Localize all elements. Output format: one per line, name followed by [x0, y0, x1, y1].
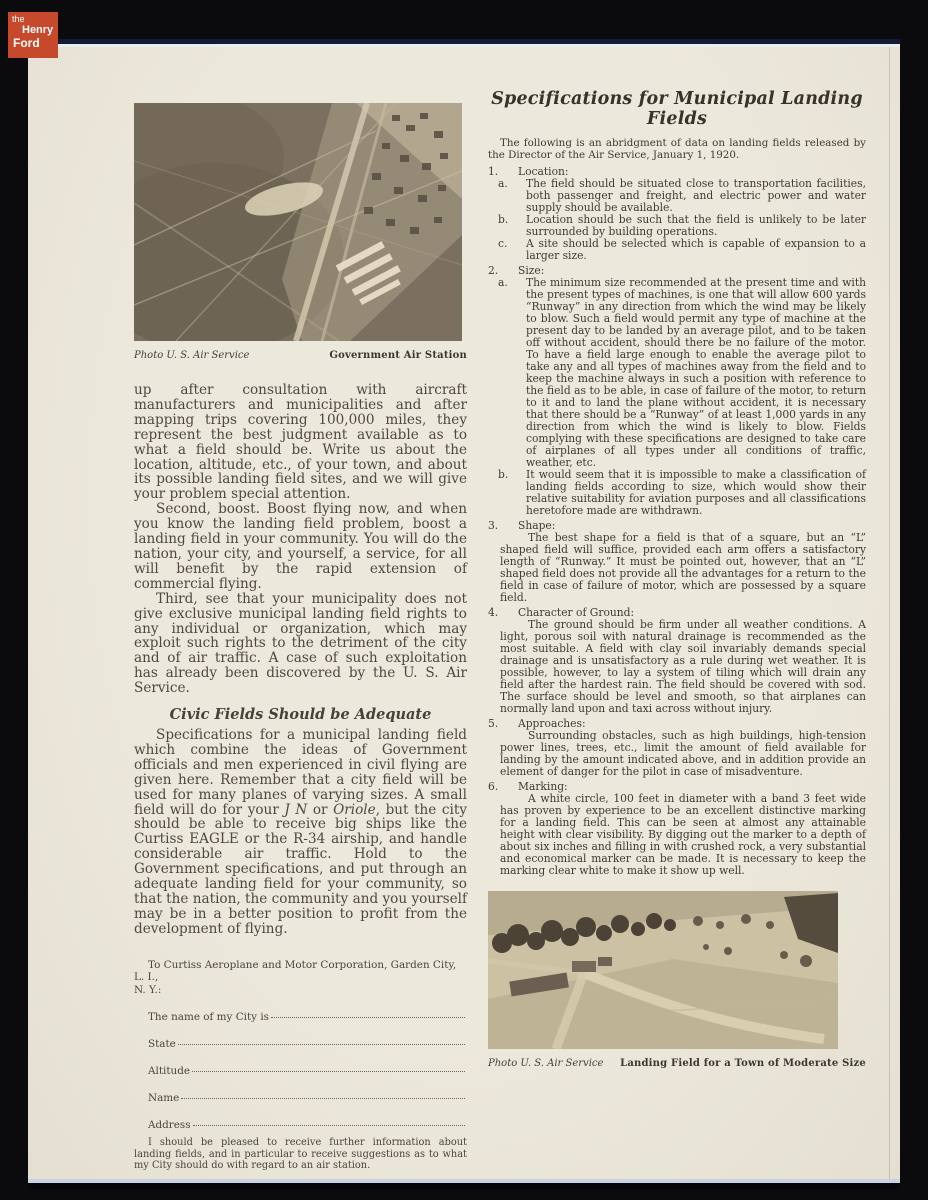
- sub-text: Location should be such that the field is unlikely to be later surrounded by building operations.: [526, 213, 866, 239]
- item-number: 3.: [488, 519, 499, 533]
- dotted-fill-line: [193, 1124, 465, 1126]
- sub-text: It would seem that it is impossible to make a classification of landing fields according to size, which would show their relative suitability for aviation purposes and all classifications heretofore made are withdrawn.: [526, 468, 866, 518]
- item-title: Shape:: [518, 519, 556, 533]
- dotted-fill-line: [192, 1070, 465, 1072]
- coupon-note: I should be pleased to receive further information about landing fields, and in particular to receive suggestions as to what my City should do with regard to an air station.: [134, 1137, 467, 1172]
- coupon-field-state: [134, 1038, 467, 1050]
- coupon-field-name-label: Name: [148, 1092, 180, 1105]
- spec-item-location: [488, 166, 866, 262]
- paragraph-second-boost: Second, boost. Boost flying now, and when you know the landing field problem, boost a landing field in your community. You will do the nation, your city, and yourself, a service, for all will benefit by the rapid extension of commercial flying.: [134, 501, 467, 592]
- government-air-station-photo: [134, 103, 462, 341]
- specifications-title: Specifications for Municipal Landing Fields: [491, 89, 863, 129]
- spec-item-shape: [488, 520, 866, 604]
- coupon-address: [134, 959, 467, 997]
- coupon-field-name: [134, 1092, 467, 1104]
- henry-ford-archive-logo: [8, 12, 58, 58]
- spec-item-size: [488, 265, 866, 517]
- item-title: Marking:: [518, 780, 568, 794]
- left-photo-title: Government Air Station: [329, 350, 467, 361]
- paragraph-third: Third, see that your municipality does not give exclusive municipal landing field rights to any individual or organization, which may exploit such rights to the detriment of the city and of air traffic. A case of such exploitation has already been discovered by the U. S. Air Service.: [134, 590, 467, 697]
- p4-oriole-italic: Oriole: [333, 801, 376, 818]
- dotted-fill-line: [271, 1016, 465, 1018]
- p4-segment-a: Specifications for a municipal landing field which combine the ideas of Government officials and men experienced in civil flying are given here. Remember that a city field will be used for many planes of varying sizes. A small field will do for your: [134, 727, 467, 818]
- spec-item-approaches: [488, 718, 866, 778]
- sub-text: The field should be situated close to transportation facilities, both passenger and freight, and electric power and water supply should be available.: [526, 177, 866, 215]
- item-number: 5.: [488, 717, 499, 731]
- landing-field-photo: [488, 891, 838, 1049]
- sub-letter: c.: [498, 237, 508, 251]
- civic-fields-heading: Civic Fields Should be Adequate: [169, 706, 432, 724]
- sub-letter: b.: [498, 213, 509, 227]
- logo-text-the: the: [12, 14, 25, 24]
- right-photo-captions: [488, 1058, 866, 1069]
- item-title: Location:: [518, 165, 569, 179]
- coupon-address-line2: N. Y.:: [134, 983, 162, 996]
- coupon-field-altitude: [134, 1065, 467, 1077]
- coupon-field-city-label: The name of my City is: [148, 1011, 269, 1024]
- item-paragraph: A white circle, 100 feet in diameter with a band 3 feet wide has proven by experience to be an excellent distinctive marking for a landing field. This can be seen at almost any attainable height with clear visibility. By digging out the marker to a depth of about six inches and filling in with crushed rock, a very substantial and economical marker can be made. It is necessary to keep the marking clear white to make it show up well.: [500, 792, 866, 878]
- sub-text: A site should be selected which is capable of expansion to a larger size.: [526, 237, 866, 263]
- coupon-field-address: [134, 1119, 467, 1131]
- left-body-text: [134, 383, 467, 937]
- right-column: [488, 89, 866, 1069]
- sub-text: The minimum size recommended at the present time and with the present types of machines, is one that will allow 600 yards “Runway” in any direction from which the wind may be likely to blow. Such a field would permit any type of machine at the present day to be landed by an average pilot, and to be taken off without accident, should there be no failure of the motor. To have a field large enough to enable the average pilot to take any and all types of machines away from the field and to keep the machine always in such a position with reference to the field as to be able, in case of failure of the motor, to return to it and to land the plane without accident, it is necessary that there should be a “Runway” of at least 1,000 yards in any direction from which the wind is likely to blow. Fields complying with these specifications are designed to take care of airplanes of all types under all conditions of traffic, weather, etc.: [526, 276, 866, 470]
- paragraph-consultation: up after consultation with aircraft manufacturers and municipalities and after mapping trips covering 100,000 miles, they represent the best judgment available as to what a field should be. Write us about the location, altitude, etc., of your town, and about its possible landing field sites, and we will give your problem special attention.: [134, 382, 467, 503]
- left-photo-credit: Photo U. S. Air Service: [134, 350, 250, 361]
- right-photo-credit: Photo U. S. Air Service: [488, 1058, 604, 1070]
- coupon-field-altitude-label: Altitude: [148, 1065, 190, 1078]
- right-photo-title: Landing Field for a Town of Moderate Size: [620, 1058, 866, 1070]
- item-title: Character of Ground:: [518, 606, 635, 620]
- item-paragraph: Surrounding obstacles, such as high buildings, high-tension power lines, trees, etc., limit the amount of field available for landing by the amount indicated above, and in addition provide an element of danger for the pilot in case of misadventure.: [500, 729, 866, 779]
- spec-item-marking: [488, 781, 866, 877]
- coupon-field-address-label: Address: [148, 1119, 191, 1132]
- item-number: 1.: [488, 165, 499, 179]
- p4-segment-c: , but the city should be able to receive big ships like the Curtiss EAGLE or the R-34 airship, and handle considerable air traffic. Hold to the Government specifications, and put through an adequate landing field for your community, so that the nation, the community and you yourself may be in a better position to profit from the development of flying.: [134, 801, 468, 937]
- logo-text-henry: Henry: [22, 24, 54, 36]
- sub-letter: a.: [498, 177, 508, 191]
- reply-coupon: [134, 959, 467, 1172]
- item-title: Size:: [518, 264, 545, 278]
- coupon-field-state-label: State: [148, 1038, 176, 1051]
- item-number: 2.: [488, 264, 499, 278]
- dotted-fill-line: [178, 1043, 465, 1045]
- paragraph-specifications: [134, 728, 467, 937]
- item-title: Approaches:: [518, 717, 586, 731]
- logo-text-ford: Ford: [13, 36, 40, 50]
- item-paragraph: The best shape for a field is that of a square, but an “L” shaped field will suffice, provided each arm offers a satisfactory length of “Runway.” It must be pointed out, however, that an “L” shaped field does not provide all the advantages for a return to the field in case of failure of motor, which are possessed by a square field.: [500, 531, 866, 605]
- sub-letter: a.: [498, 276, 508, 290]
- specifications-intro: The following is an abridgment of data on landing fields released by the Director of the Air Service, January 1, 1920.: [488, 137, 866, 162]
- spec-item-character-of-ground: [488, 607, 866, 715]
- p4-segment-b: or: [307, 801, 334, 818]
- item-number: 4.: [488, 606, 499, 620]
- p4-jn-italic: J N: [284, 801, 308, 818]
- dotted-fill-line: [181, 1097, 465, 1099]
- coupon-address-line1: To Curtiss Aeroplane and Motor Corporation, Garden City, L. I.,: [134, 958, 457, 984]
- scanned-page: [28, 44, 900, 1183]
- sub-letter: b.: [498, 468, 509, 482]
- coupon-field-city: [134, 1011, 467, 1023]
- left-photo-captions: [134, 350, 467, 361]
- item-number: 6.: [488, 780, 499, 794]
- left-column: [134, 99, 467, 1172]
- item-paragraph: The ground should be firm under all weather conditions. A light, porous soil with natural drainage is recommended as the most suitable. A field with clay soil invariably demands special drainage and is unsatisfactory as a rule during wet weather. It is possible, however, to lay a system of tiling which will drain any field after the hardest rain. The field should be covered with sod. The surface should be level and smooth, so that airplanes can normally land upon and taxi across without injury.: [500, 618, 866, 716]
